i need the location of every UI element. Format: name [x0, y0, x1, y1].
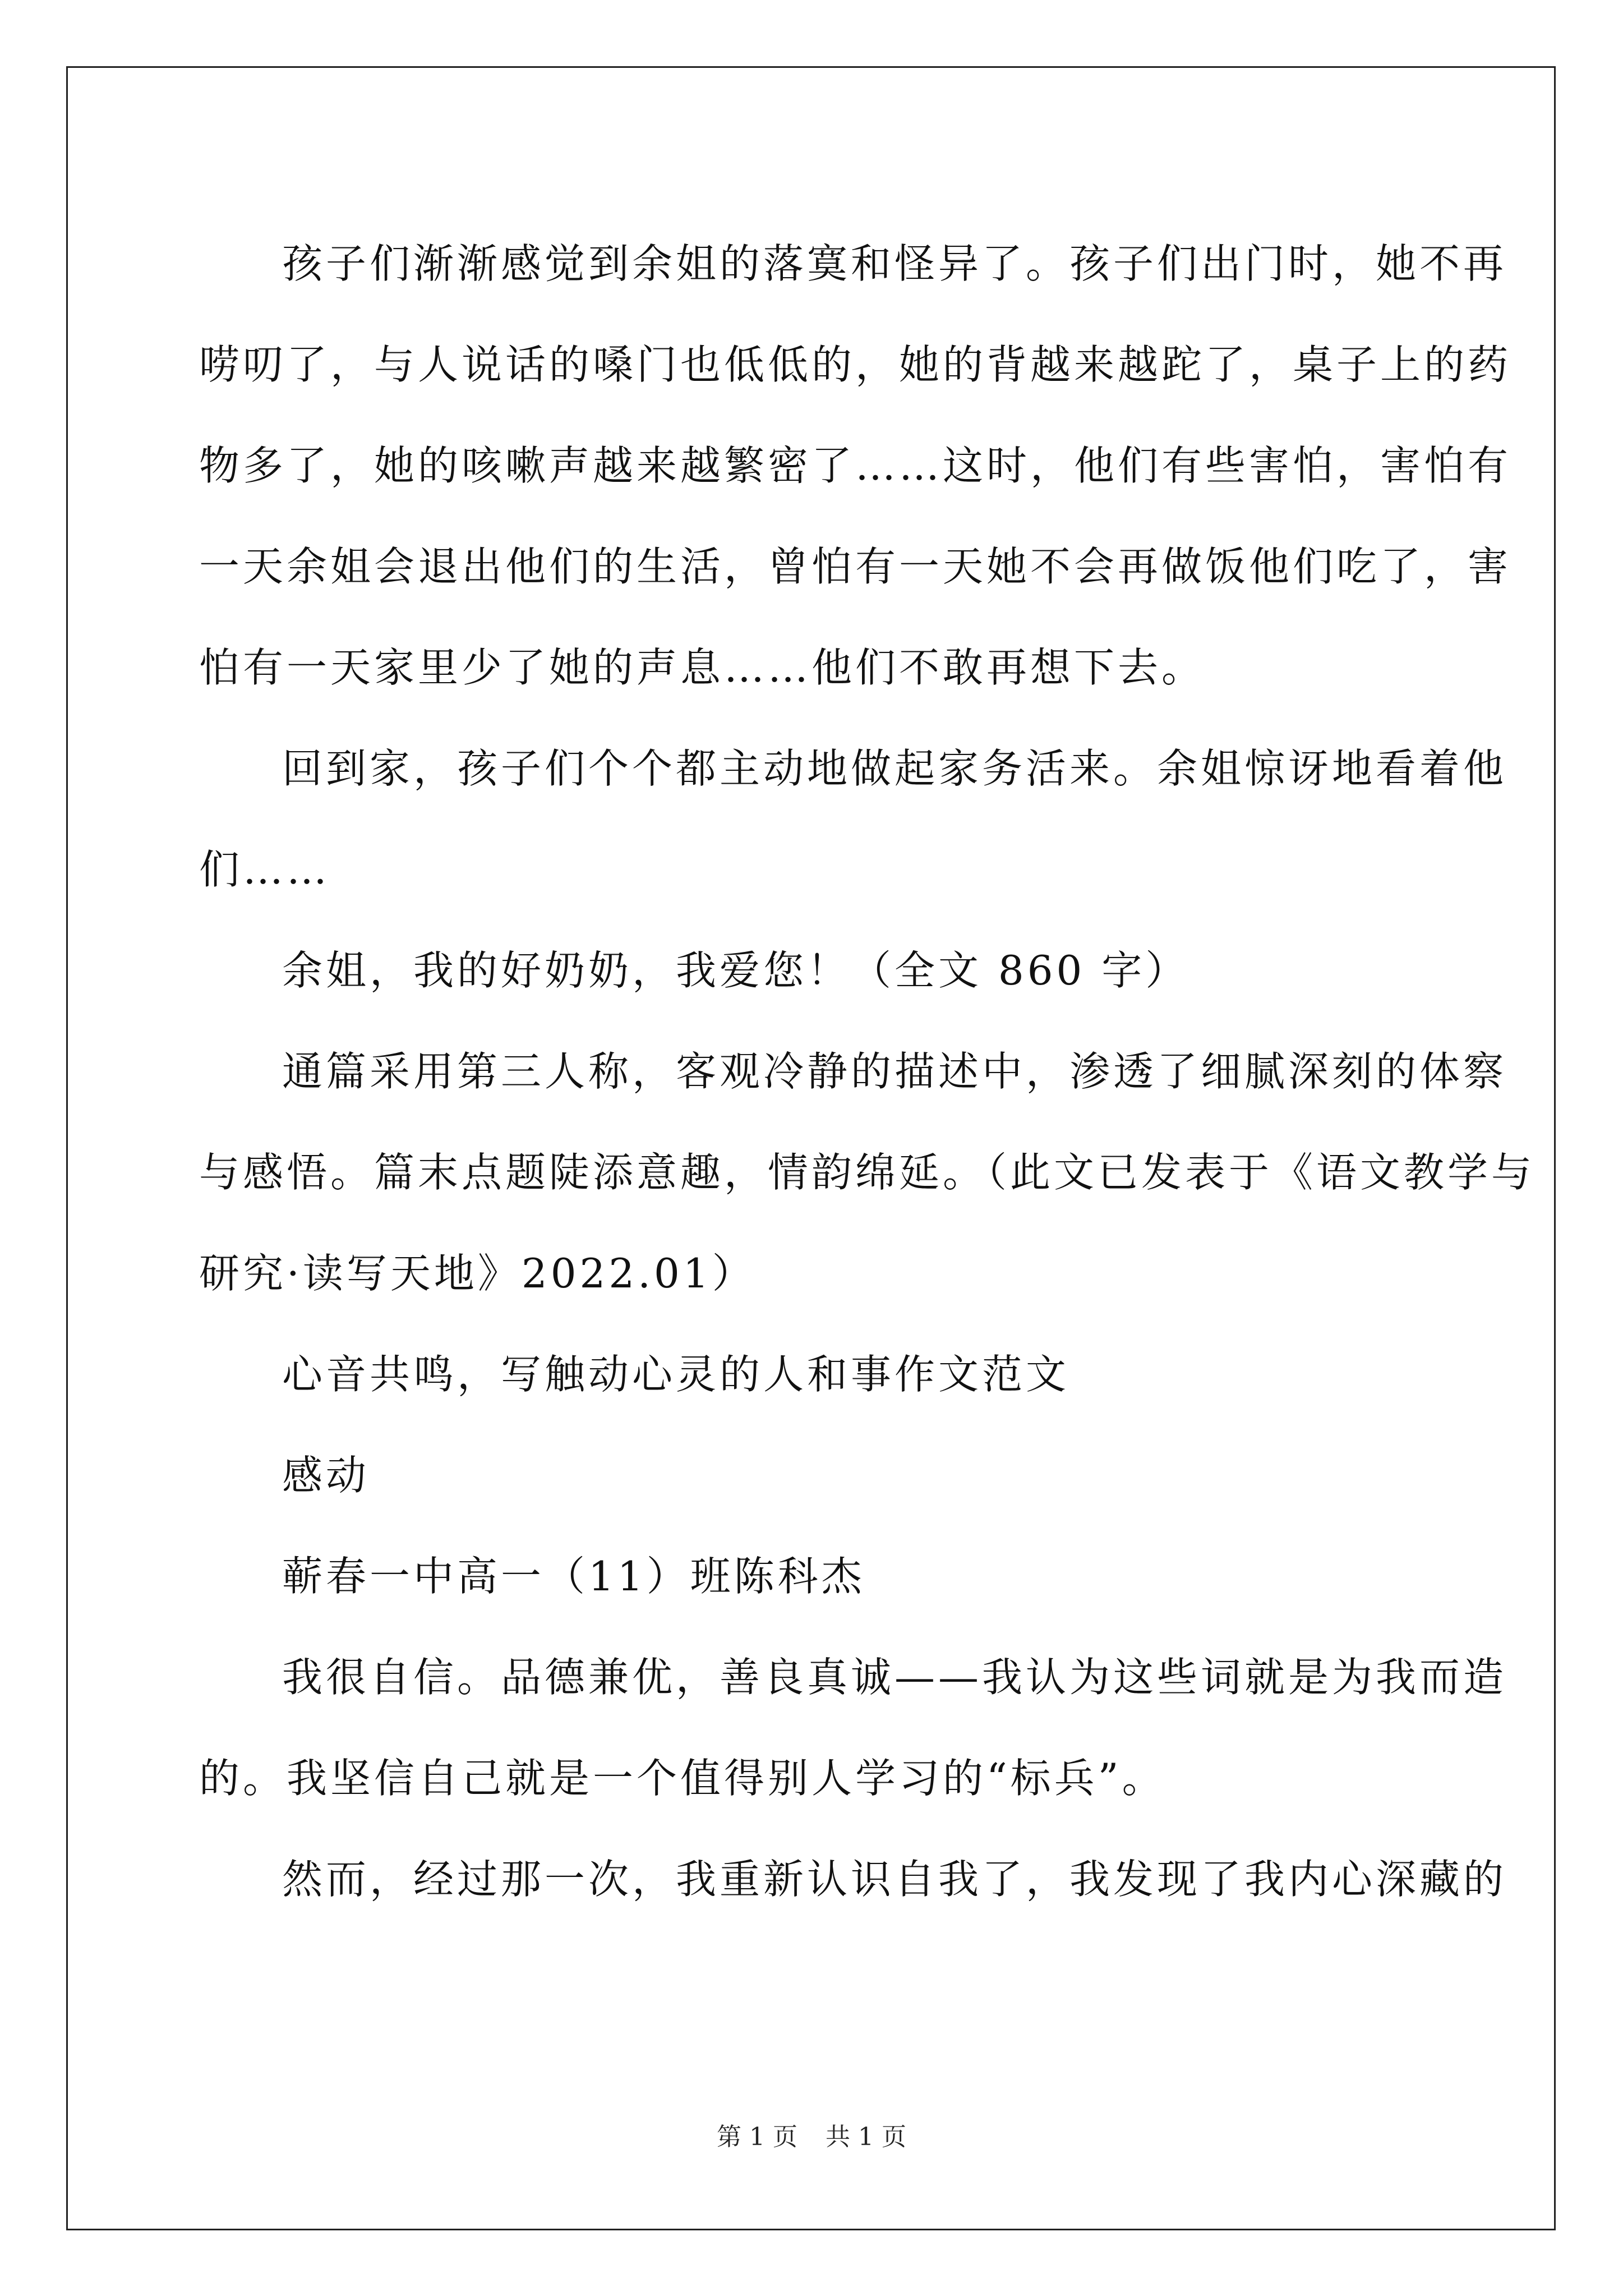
page-number-total: 共 1 页: [826, 2123, 906, 2151]
section-title: 心音共鸣，写触动心灵的人和事作文范文: [282, 1351, 1070, 1398]
page-number-current: 第 1 页: [717, 2123, 797, 2151]
text-line: 余姐，我的好奶奶，我爱您！（全文 860 字）: [282, 947, 1189, 994]
page-footer: [0, 2120, 1623, 2154]
text-line: 们……: [199, 846, 331, 893]
text-line: 研究·读写天地》2022.01）: [199, 1250, 756, 1297]
essay-title: 感动: [282, 1452, 370, 1499]
text-line: 唠叨了，与人说话的嗓门也低低的，她的背越来越跎了，桌子上的药: [199, 341, 1512, 388]
text-line: 与感悟。篇末点题陡添意趣，情韵绵延。（此文已发表于《语文教学与: [199, 1149, 1536, 1196]
text-line: 的。我坚信自己就是一个值得别人学习的“标兵”。: [199, 1755, 1166, 1802]
text-line: 我很自信。品德兼优，善良真诚——我认为这些词就是为我而造: [282, 1654, 1507, 1701]
text-line: 然而，经过那一次，我重新认识自我了，我发现了我内心深藏的: [282, 1856, 1507, 1903]
text-line: 一天余姐会退出他们的生活，曾怕有一天她不会再做饭他们吃了，害: [199, 543, 1512, 590]
essay-author: 蕲春一中高一（11）班陈科杰: [282, 1553, 865, 1600]
text-line: 物多了，她的咳嗽声越来越繁密了……这时，他们有些害怕，害怕有: [199, 442, 1512, 489]
text-line: 怕有一天家里少了她的声息……他们不敢再想下去。: [199, 644, 1206, 691]
document-body: [199, 213, 1536, 1930]
text-line: 孩子们渐渐感觉到余姐的落寞和怪异了。孩子们出门时，她不再: [282, 240, 1507, 287]
text-line: 通篇采用第三人称，客观冷静的描述中，渗透了细腻深刻的体察: [282, 1048, 1507, 1095]
text-line: 回到家，孩子们个个都主动地做起家务活来。余姐惊讶地看着他: [282, 745, 1507, 792]
